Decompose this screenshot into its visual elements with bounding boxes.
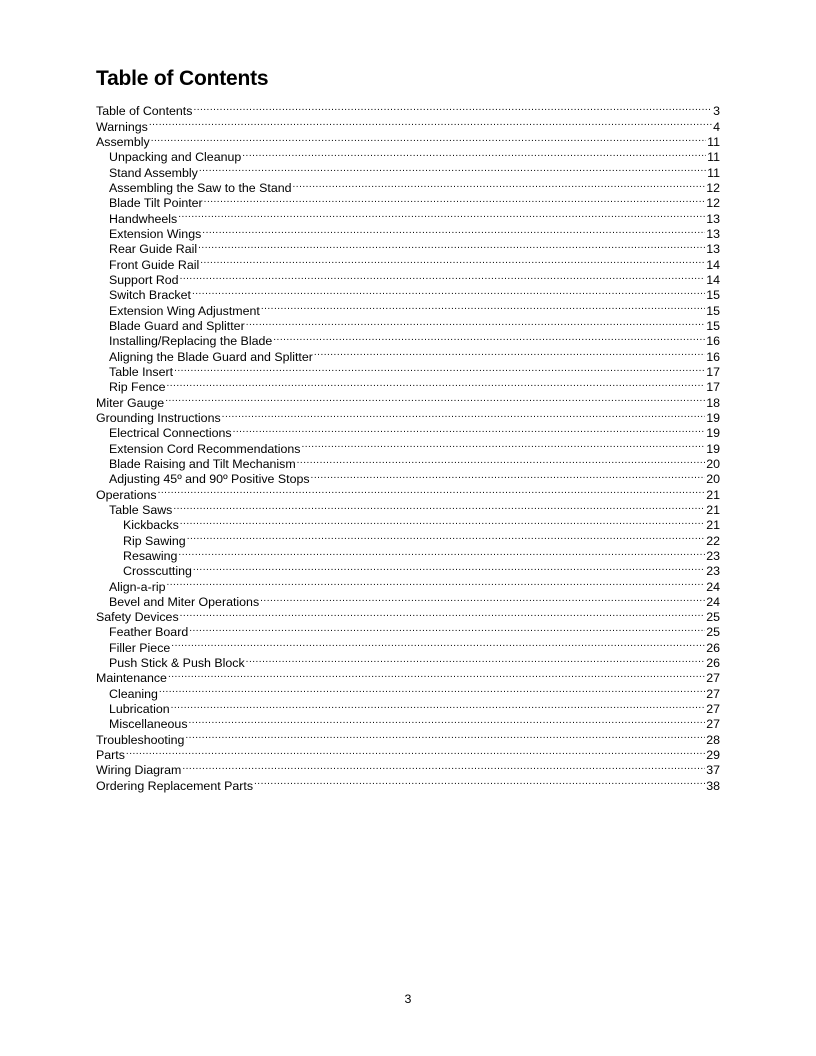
toc-dot-leader <box>166 376 705 391</box>
toc-entry-label: Resawing <box>123 548 178 563</box>
toc-entry <box>96 529 720 548</box>
toc-dot-leader <box>158 483 706 498</box>
toc-entry-page: 20 <box>706 456 720 471</box>
toc-entry-page: 14 <box>706 257 720 272</box>
toc-entry-page: 27 <box>706 717 720 732</box>
toc-entry-page: 12 <box>706 196 720 211</box>
toc-entry-label: Blade Guard and Splitter <box>109 318 245 333</box>
toc-entry-page: 24 <box>706 579 720 594</box>
toc-entry <box>96 575 720 594</box>
toc-dot-leader <box>193 100 712 115</box>
toc-dot-leader <box>168 667 705 682</box>
toc-entry-page: 19 <box>706 426 720 441</box>
toc-dot-leader <box>180 269 706 284</box>
toc-entry-label: Filler Piece <box>109 640 171 655</box>
toc-entry-page: 27 <box>706 686 720 701</box>
toc-entry-page: 20 <box>706 472 720 487</box>
toc-dot-leader <box>149 115 712 130</box>
toc-entry-label: Blade Raising and Tilt Mechanism <box>109 456 296 471</box>
toc-entry <box>96 698 720 717</box>
toc-entry-label: Push Stick & Push Block <box>109 656 245 671</box>
toc-entry-label: Lubrication <box>109 702 170 717</box>
toc-dot-leader <box>159 682 705 697</box>
toc-entry-page: 26 <box>706 640 720 655</box>
toc-entry-page: 16 <box>706 334 720 349</box>
toc-dot-leader <box>199 161 706 176</box>
toc-entry <box>96 636 720 655</box>
toc-entry-page: 17 <box>706 364 720 379</box>
toc-entry-page: 3 <box>713 104 720 119</box>
toc-entry <box>96 284 720 303</box>
toc-dot-leader <box>189 621 705 636</box>
toc-entry-page: 15 <box>706 288 720 303</box>
toc-entry-page: 15 <box>706 303 720 318</box>
toc-entry <box>96 146 720 165</box>
toc-entry-label: Troubleshooting <box>96 732 185 747</box>
toc-entry-page: 11 <box>707 165 720 180</box>
toc-entry-page: 23 <box>706 564 720 579</box>
toc-entry <box>96 376 720 395</box>
toc-dot-leader <box>189 713 706 728</box>
toc-entry <box>96 667 720 686</box>
toc-dot-leader <box>301 437 705 452</box>
toc-dot-leader <box>297 453 706 468</box>
toc-entry-label: Crosscutting <box>123 564 192 579</box>
toc-entry-label: Support Rod <box>109 272 179 287</box>
toc-entry-label: Unpacking and Cleanup <box>109 150 242 165</box>
toc-entry-label: Feather Board <box>109 625 189 640</box>
toc-entry-label: Safety Devices <box>96 610 179 625</box>
toc-entry-page: 11 <box>707 134 720 149</box>
toc-entry-page: 21 <box>706 518 720 533</box>
toc-entry-label: Extension Cord Recommendations <box>109 441 301 456</box>
toc-entry <box>96 223 720 241</box>
toc-entry <box>96 407 720 425</box>
toc-dot-leader <box>242 146 706 161</box>
toc-entry-page: 27 <box>706 671 720 686</box>
toc-dot-leader <box>193 560 705 575</box>
toc-dot-leader <box>178 207 705 222</box>
toc-entry-label: Table Insert <box>109 364 174 379</box>
toc-dot-leader <box>173 499 705 514</box>
toc-entry-label: Cleaning <box>109 686 158 701</box>
toc-entry-label: Extension Wing Adjustment <box>109 303 260 318</box>
toc-entry-page: 21 <box>706 487 720 502</box>
toc-dot-leader <box>171 698 706 713</box>
toc-entry-label: Front Guide Rail <box>109 257 200 272</box>
toc-entry-label: Rear Guide Rail <box>109 242 198 257</box>
toc-entry-page: 27 <box>706 702 720 717</box>
toc-dot-leader <box>200 253 705 268</box>
toc-entry-page: 13 <box>706 242 720 257</box>
toc-entry-label: Bevel and Miter Operations <box>109 594 260 609</box>
toc-entry-page: 24 <box>706 594 720 609</box>
toc-entry-page: 12 <box>706 180 720 195</box>
toc-entry-label: Extension Wings <box>109 226 202 241</box>
toc-entry <box>96 759 720 778</box>
toc-dot-leader <box>187 529 706 544</box>
toc-entry-page: 11 <box>707 150 720 165</box>
toc-entry-page: 37 <box>706 763 720 778</box>
toc-entry-page: 38 <box>706 778 720 793</box>
toc-entry <box>96 621 720 640</box>
toc-entry-label: Handwheels <box>109 211 178 226</box>
toc-entry-label: Maintenance <box>96 671 167 686</box>
toc-entry <box>96 545 720 563</box>
toc-entry-page: 17 <box>706 380 720 395</box>
toc-entry-label: Miter Gauge <box>96 395 165 410</box>
toc-dot-leader <box>260 591 705 606</box>
toc-entry-label: Adjusting 45º and 90º Positive Stops <box>109 472 310 487</box>
toc-dot-leader <box>180 514 705 529</box>
toc-entry-page: 14 <box>706 272 720 287</box>
toc-entry <box>96 100 720 119</box>
toc-entry-page: 21 <box>706 502 720 517</box>
toc-entry-label: Switch Bracket <box>109 288 191 303</box>
toc-dot-leader <box>261 299 705 314</box>
toc-dot-leader <box>126 744 705 759</box>
toc-entry-label: Warnings <box>96 119 148 134</box>
toc-entry-label: Align-a-rip <box>109 579 166 594</box>
toc-entry-page: 23 <box>706 548 720 563</box>
toc-entry <box>96 560 720 579</box>
toc-dot-leader <box>174 361 705 376</box>
toc-entry-label: Assembly <box>96 134 150 149</box>
toc-entry-page: 26 <box>706 656 720 671</box>
toc-entry <box>96 499 720 517</box>
toc-entry <box>96 774 720 793</box>
toc-dot-leader <box>222 407 706 422</box>
toc-dot-leader <box>314 345 705 360</box>
toc-entry-page: 15 <box>706 318 720 333</box>
toc-entry-label: Blade Tilt Pointer <box>109 196 203 211</box>
toc-entry <box>96 728 720 747</box>
toc-entry-page: 4 <box>713 119 720 134</box>
toc-dot-leader <box>293 177 706 192</box>
toc-entry-page: 19 <box>706 410 720 425</box>
toc-dot-leader <box>178 545 705 560</box>
toc-entry-label: Electrical Connections <box>109 426 232 441</box>
toc-entry-page: 28 <box>706 732 720 747</box>
toc-dot-leader <box>254 774 705 789</box>
toc-entry <box>96 131 720 149</box>
toc-dot-leader <box>192 284 705 299</box>
toc-dot-leader <box>171 636 705 651</box>
toc-dot-leader <box>166 575 705 590</box>
toc-entry <box>96 115 720 134</box>
toc-entry-page: 16 <box>706 349 720 364</box>
toc-entry-label: Rip Sawing <box>123 533 186 548</box>
table-of-contents <box>96 100 720 793</box>
toc-entry <box>96 591 720 609</box>
toc-entry <box>96 652 720 671</box>
toc-entry-label: Installing/Replacing the Blade <box>109 334 273 349</box>
toc-dot-leader <box>198 238 705 253</box>
toc-entry-label: Ordering Replacement Parts <box>96 778 254 793</box>
toc-dot-leader <box>180 606 706 621</box>
toc-entry <box>96 361 720 379</box>
toc-entry-label: Parts <box>96 748 125 763</box>
toc-entry <box>96 483 720 502</box>
toc-entry <box>96 391 720 410</box>
toc-entry-label: Table Saws <box>109 502 173 517</box>
toc-entry <box>96 682 720 701</box>
toc-dot-leader <box>311 468 706 483</box>
toc-entry <box>96 207 720 226</box>
toc-entry-label: Operations <box>96 487 157 502</box>
toc-dot-leader <box>151 131 706 146</box>
toc-entry-label: Grounding Instructions <box>96 410 221 425</box>
toc-dot-leader <box>202 223 705 238</box>
toc-dot-leader <box>182 759 705 774</box>
toc-entry-label: Table of Contents <box>96 104 193 119</box>
toc-entry-label: Aligning the Blade Guard and Splitter <box>109 349 313 364</box>
toc-entry-label: Wiring Diagram <box>96 763 182 778</box>
toc-dot-leader <box>185 728 705 743</box>
toc-entry-label: Rip Fence <box>109 380 166 395</box>
toc-entry-page: 19 <box>706 441 720 456</box>
toc-entry-page: 22 <box>706 533 720 548</box>
toc-entry-page: 18 <box>706 395 720 410</box>
toc-entry-page: 25 <box>706 625 720 640</box>
page-number: 3 <box>404 992 412 1006</box>
toc-dot-leader <box>165 391 705 406</box>
toc-entry <box>96 269 720 287</box>
toc-entry-label: Assembling the Saw to the Stand <box>109 180 292 195</box>
toc-entry <box>96 713 720 732</box>
toc-entry-label: Kickbacks <box>123 518 179 533</box>
toc-entry-label: Miscellaneous <box>109 717 188 732</box>
toc-dot-leader <box>273 330 705 345</box>
toc-entry-page: 13 <box>706 226 720 241</box>
toc-entry <box>96 606 720 625</box>
toc-entry <box>96 744 720 763</box>
toc-entry <box>96 514 720 533</box>
toc-entry-page: 13 <box>706 211 720 226</box>
toc-dot-leader <box>246 652 706 667</box>
toc-entry-page: 29 <box>706 748 720 763</box>
toc-entry-label: Stand Assembly <box>109 165 198 180</box>
page-title: Table of Contents <box>96 67 269 90</box>
toc-dot-leader <box>246 315 706 330</box>
toc-dot-leader <box>204 192 706 207</box>
toc-dot-leader <box>233 422 706 437</box>
toc-entry-page: 25 <box>706 610 720 625</box>
